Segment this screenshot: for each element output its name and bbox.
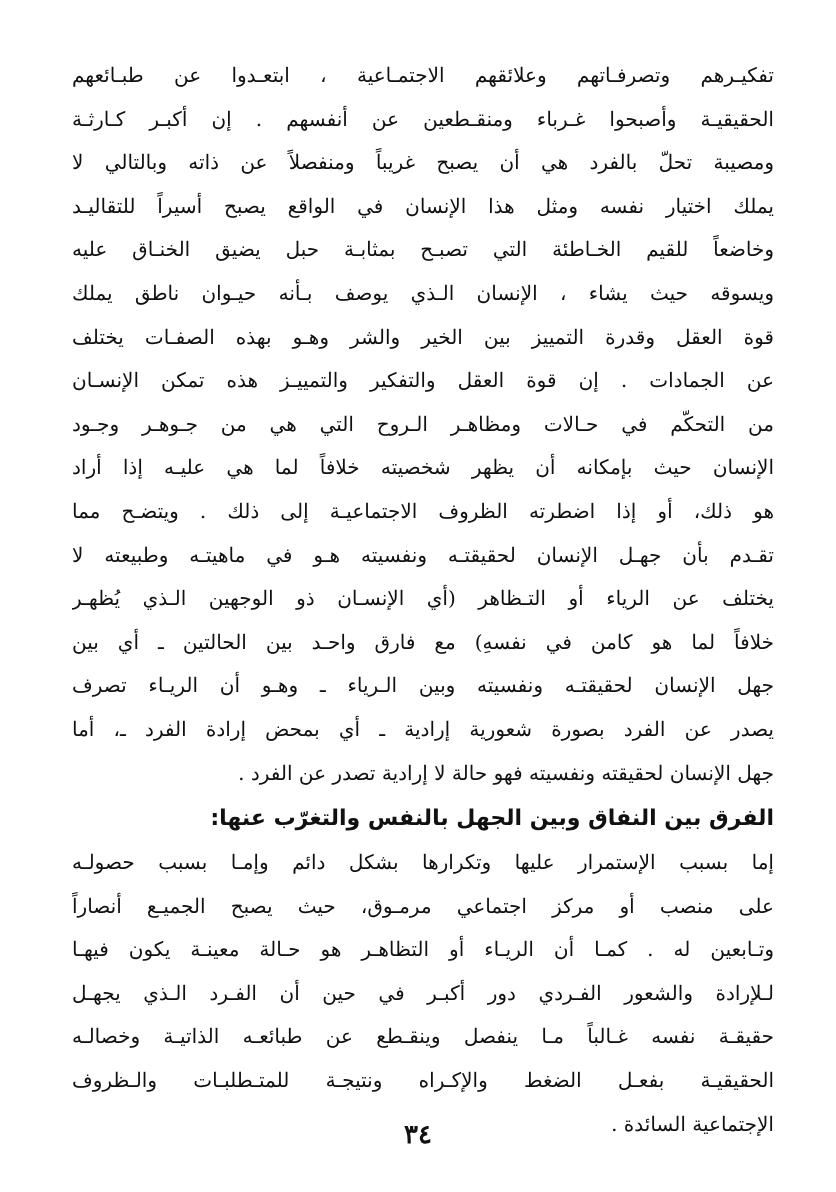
paragraph-1-line: تفكيـرهم وتصرفـاتهم وعلائقهم الاجتمـاعية ، ابتعـدوا عن طبـائعهم — [72, 63, 774, 87]
paragraph-2-line: الحقيقيـة بفعـل الضغط والإكـراه ونتيجـة للمتـطلبـات والـظروف — [72, 1068, 774, 1093]
paragraph-1-line: الحقيقيـة وأصبحوا غـرباء ومنقـطعين عن أنفسهم . إن أكبـر كـارثـة — [72, 106, 774, 131]
paragraph-1-line: الإنسان حيث بإمكانه أن يظهر شخصيته خلافاً لما هي عليـه إذا أراد — [72, 455, 774, 480]
body-paragraph-2 — [72, 841, 774, 1146]
paragraph-1-line: خلافاً لما هو كامن في نفسهِ) مع فارق واحـد بين الحالتين ـ أي بين — [72, 629, 774, 654]
paragraph-2-line: لـلإرادة والشعور الفـردي دور أكبـر في حين أن الفـرد الـذي يجهـل — [72, 980, 774, 1005]
paragraph-2-line: حقيقـة نفسه غـالباً مـا ينفصل وينقـطع عن طبائعـه الذاتيـة وخصالـه — [72, 1024, 774, 1049]
paragraph-2-line: إما بسبب الإستمرار عليها وتكرارها بشكل دائم وإمـا بسبب حصولـه — [72, 850, 774, 875]
paragraph-1-line: ومصيبة تحلّ بالفرد هي أن يصبح غريباً ومنفصلاً عن ذاته وبالتالي لا — [72, 150, 774, 175]
paragraph-1-line: قوة العقل وقدرة التمييز بين الخير والشر وهـو بهذه الصفـات يختلف — [72, 324, 774, 349]
paragraph-1-line: جهل الإنسان لحقيقتـه ونفسيته وبين الـرياء ـ وهـو أن الريـاء تصرف — [72, 673, 774, 698]
paragraph-1-line: وخاضعاً للقيم الخـاطئة التي تصبـح بمثابـة حبل يضيق الخنـاق عليه — [72, 237, 774, 262]
paragraph-1-line: عن الجمادات . إن قوة العقل والتفكير والتمييـز هذه تمكن الإنسـان — [72, 368, 774, 393]
paragraph-1-line: جهل الإنسان لحقيقته ونفسيته فهو حالة لا إرادية تصدر عن الفرد . — [238, 760, 774, 785]
paragraph-1-line: ويسوقه حيث يشاء ، الإنسان الـذي يوصف بـأنه حيـوان ناطق يملك — [72, 280, 774, 305]
paragraph-1-line: تقـدم بأن جهـل الإنسان لحقيقتـه ونفسيته هـو في ماهيتـه وطبيعته لا — [72, 542, 774, 567]
section-heading: الفرق بين النفاق وبين الجهل بالنفس والتغرّب عنها: — [210, 806, 774, 832]
paragraph-1-line: يملك اختيار نفسه ومثل هذا الإنسان في الواقع يصبح أسيراً للتقاليـد — [72, 193, 774, 218]
paragraph-1-line: هو ذلك، أو إذا اضطرته الظروف الاجتماعيـة إلى ذلك . ويتضـح مما — [72, 498, 774, 523]
body-paragraph-1 — [72, 54, 774, 795]
page-number: ٣٤ — [404, 1120, 432, 1150]
paragraph-2-line: على منصب أو مركز اجتماعي مرمـوق، حيث يصبح الجميـع أنصاراً — [72, 893, 774, 918]
paragraph-1-line: يختلف عن الرياء أو التـظاهر (أي الإنسـان ذو الوجهين الـذي يُظهـر — [72, 586, 774, 611]
paragraph-2-line: الإجتماعية السائدة . — [611, 1111, 774, 1136]
paragraph-1-line: من التحكّم في حـالات ومظاهـر الـروح التي هي من جـوهـر وجـود — [72, 411, 774, 436]
paragraph-1-line: يصدر عن الفرد بصورة شعورية إرادية ـ أي بمحض إرادة الفرد ـ، أما — [72, 716, 774, 741]
paragraph-2-line: وتـابعين له . كمـا أن الريـاء أو التظاهـر هو حـالة معينـة يكون فيهـا — [72, 937, 774, 962]
